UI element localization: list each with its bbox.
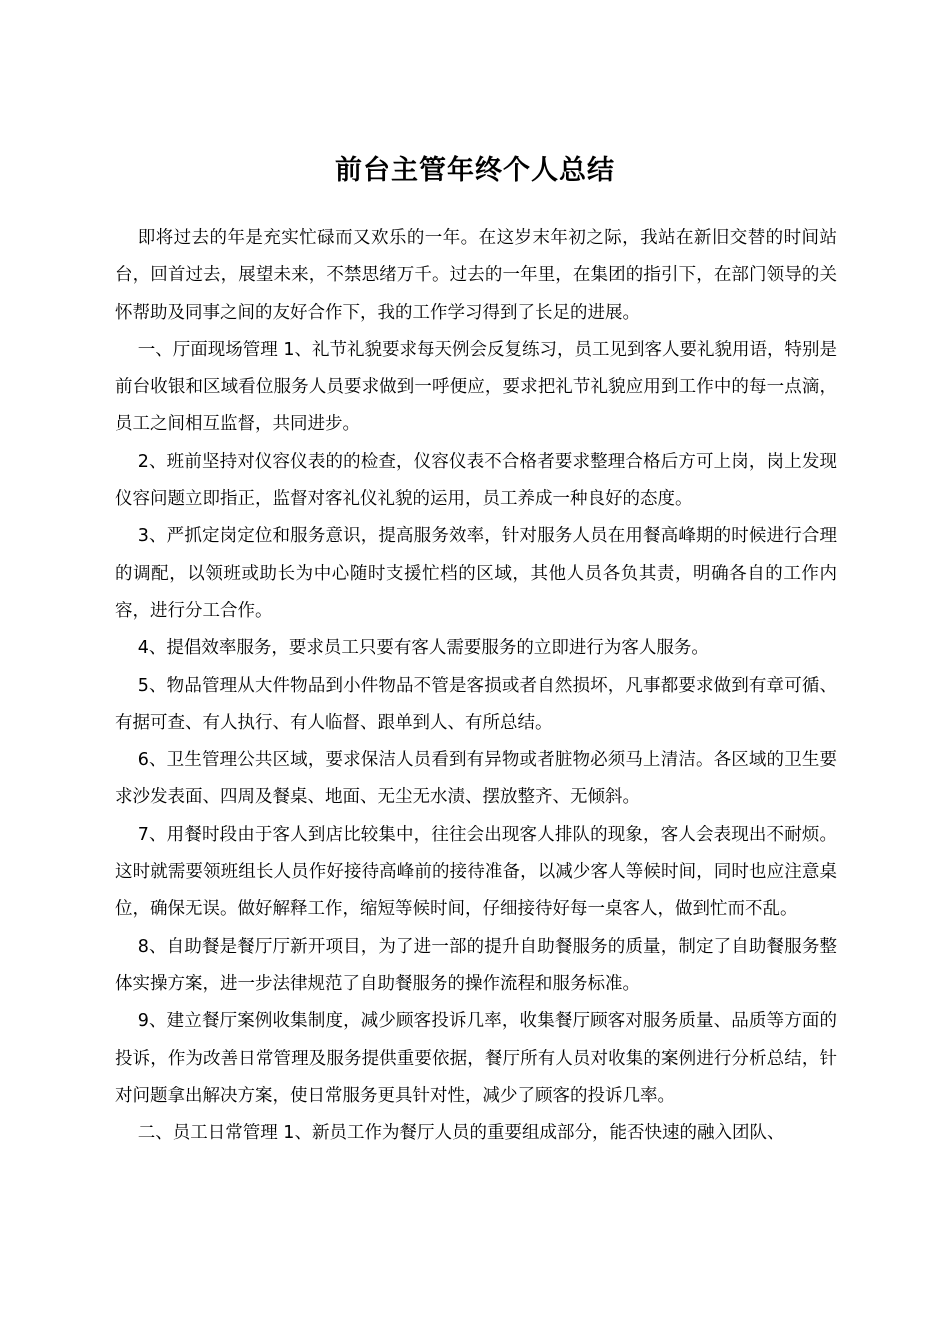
paragraph-item-6: 6、卫生管理公共区域，要求保洁人员看到有异物或者脏物必须马上清洁。各区域的卫生要求沙发表面、四周及餐桌、地面、无尘无水渍、摆放整齐、无倾斜。 [115, 750, 837, 808]
paragraph-section-2-item-1: 二、员工日常管理 1、新员工作为餐厅人员的重要组成部分，能否快速的融入团队、 [137, 1123, 785, 1144]
paragraph-item-9: 9、建立餐厅案例收集制度，减少顾客投诉几率，收集餐厅顾客对服务质量、品质等方面的投诉，作为改善日常管理及服务提供重要依据，餐厅所有人员对收集的案例进行分析总结，针对问题拿出解决方案，使日常服务更具针对性，减少了顾客的投诉几率。 [115, 1011, 837, 1106]
paragraph-item-5: 5、物品管理从大件物品到小件物品不管是客损或者自然损坏，凡事都要求做到有章可循、有据可查、有人执行、有人临督、跟单到人、有所总结。 [115, 675, 837, 733]
page-title: 前台主管年终个人总结 [335, 155, 615, 187]
paragraph-item-7: 7、用餐时段由于客人到店比较集中，往往会出现客人排队的现象，客人会表现出不耐烦。这时就需要领班组长人员作好接待高峰前的接待准备，以减少客人等候时间，同时也应注意桌位，确保无误。做好解释工作，缩短等候时间，仔细接待好每一桌客人，做到忙而不乱。 [115, 824, 837, 920]
paragraph-item-3: 3、严抓定岗定位和服务意识，提高服务效率，针对服务人员在用餐高峰期的时候进行合理的调配，以领班或助长为中心随时支援忙档的区域，其他人员各负其责，明确各自的工作内容，进行分工合作。 [115, 526, 837, 621]
document-body [115, 220, 837, 1152]
paragraph-intro: 即将过去的年是充实忙碌而又欢乐的一年。在这岁末年初之际，我站在新旧交替的时间站台，回首过去，展望未来，不禁思绪万千。过去的一年里，在集团的指引下，在部门领导的关怀帮助及同事之间的友好合作下，我的工作学习得到了长足的进展。 [115, 228, 837, 323]
paragraph-item-2: 2、班前坚持对仪容仪表的的检查，仪容仪表不合格者要求整理合格后方可上岗，岗上发现仪容问题立即指正，监督对客礼仪礼貌的运用，员工养成一种良好的态度。 [115, 451, 837, 510]
paragraph-item-8: 8、自助餐是餐厅厅新开项目，为了进一部的提升自助餐服务的质量，制定了自助餐服务整体实操方案，进一步法律规范了自助餐服务的操作流程和服务标准。 [115, 936, 837, 994]
paragraph-item-4: 4、提倡效率服务，要求员工只要有客人需要服务的立即进行为客人服务。 [137, 638, 709, 659]
paragraph-section-1-item-1: 一、厅面现场管理 1、礼节礼貌要求每天例会反复练习，员工见到客人要礼貌用语，特别是前台收银和区域看位服务人员要求做到一呼便应，要求把礼节礼貌应用到工作中的每一点滴，员工之间相互监督，共同进步。 [115, 339, 837, 435]
